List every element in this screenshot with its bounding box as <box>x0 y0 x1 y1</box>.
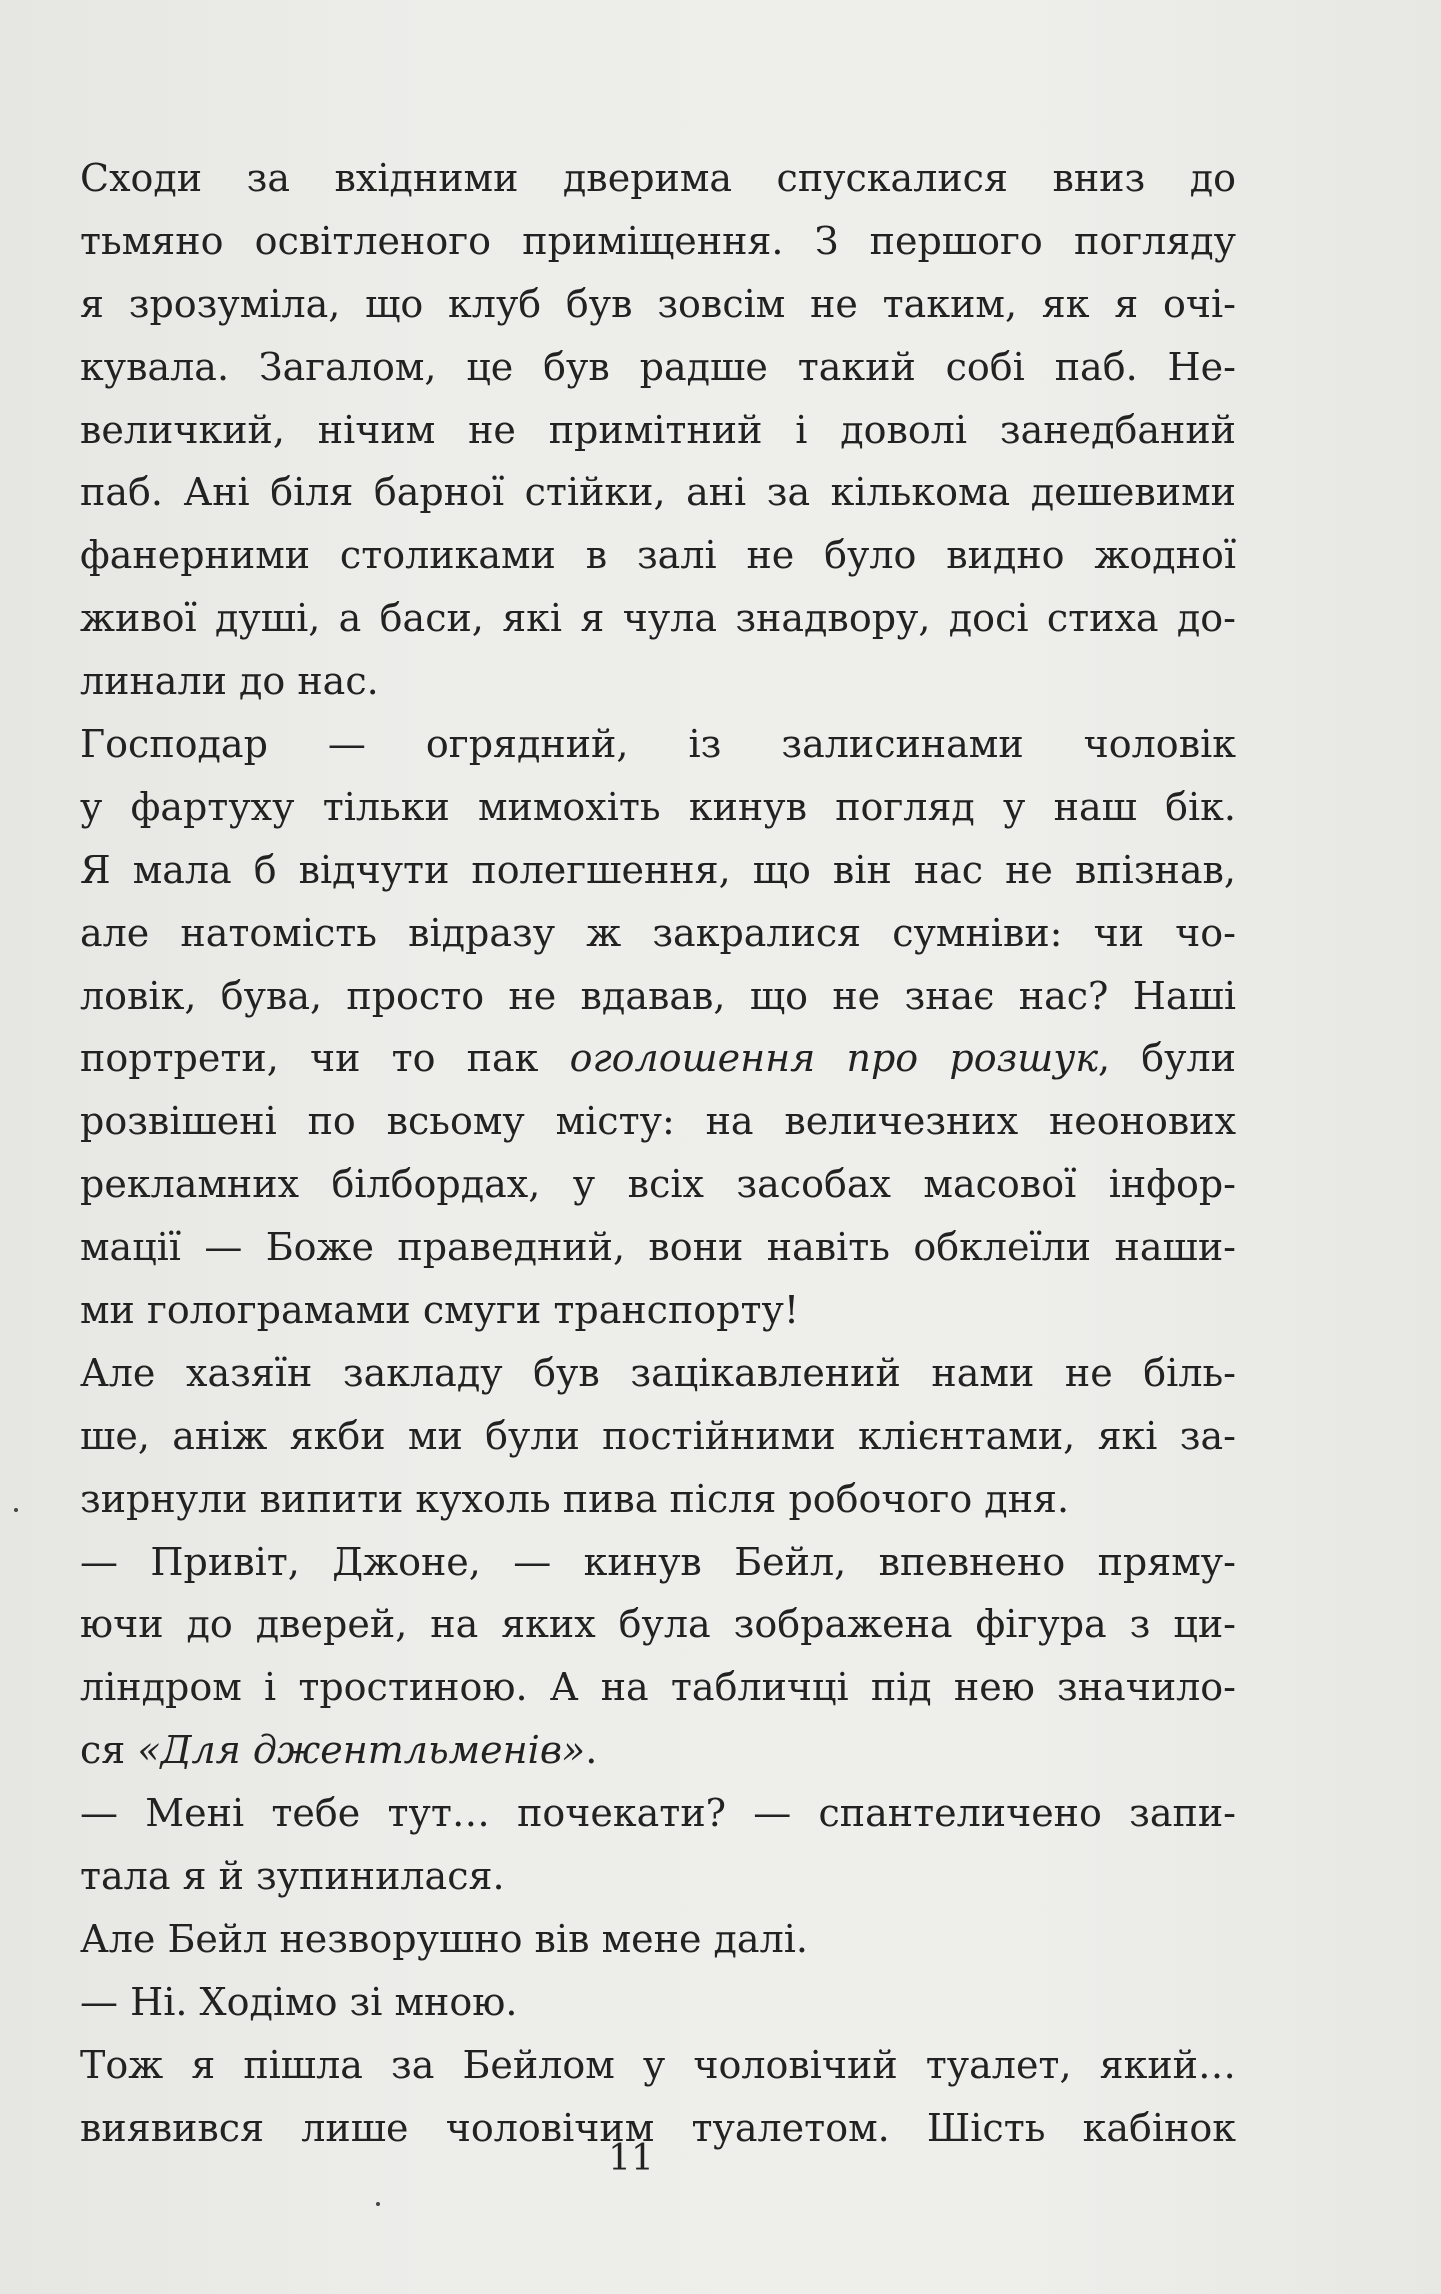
text-segment: але натомість відразу ж закралися сумніви: чи чо- <box>80 910 1236 955</box>
text-segment: — Мені тебе тут… почекати? — спантеличено запи- <box>80 1791 1236 1836</box>
text-segment: зирнули випити кухоль пива після робочого дня. <box>80 1476 1070 1521</box>
paper-speck <box>14 1508 18 1512</box>
text-segment: у фартуху тільки мимохіть кинув погляд у наш бік. <box>80 784 1236 829</box>
text-line <box>80 1908 1236 1971</box>
text-line <box>80 1216 1236 1279</box>
text-line <box>80 1845 1236 1908</box>
text-segment: величкий, нічим не примітний і доволі занедбаний <box>80 407 1236 452</box>
text-segment: тьмяно освітленого приміщення. З першого погляду <box>80 218 1236 263</box>
text-line <box>80 902 1236 965</box>
text-line <box>80 336 1236 399</box>
text-segment: Але хазяїн закладу був зацікавлений нами не біль- <box>80 1350 1236 1395</box>
text-segment: я зрозуміла, що клуб був зовсім не таким, як я очі- <box>80 281 1236 326</box>
text-segment: Я мала б відчути полегшення, що він нас не впізнав, <box>80 847 1236 892</box>
text-line <box>80 2034 1236 2097</box>
text-line <box>80 1153 1236 1216</box>
text-segment: виявився лише чоловічим туалетом. Шість кабінок <box>80 2105 1236 2150</box>
text-segment: — Ні. Ходімо зі мною. <box>80 1979 518 2024</box>
text-segment: ловік, бува, просто не вдавав, що не знає нас? Наші <box>80 973 1236 1018</box>
text-line <box>80 1593 1236 1656</box>
text-line <box>80 1405 1236 1468</box>
page-number: 11 <box>608 2138 654 2179</box>
text-segment: линали до нас. <box>80 659 379 704</box>
text-line <box>80 399 1236 462</box>
text-segment: . <box>585 1728 598 1773</box>
text-line <box>80 210 1236 273</box>
text-line <box>80 461 1236 524</box>
text-line <box>80 839 1236 902</box>
text-line <box>80 1782 1236 1845</box>
text-segment: паб. Ані біля барної стійки, ані за кількома дешевими <box>80 470 1236 515</box>
text-line <box>80 650 1236 713</box>
body-text <box>80 147 1236 2160</box>
text-segment: Але Бейл незворушно вів мене далі. <box>80 1916 808 1961</box>
text-line <box>80 1342 1236 1405</box>
text-segment: Тож я пішла за Бейлом у чоловічий туалет, який… <box>80 2042 1236 2087</box>
text-line <box>80 776 1236 839</box>
text-line <box>80 1090 1236 1153</box>
text-line <box>80 1531 1236 1594</box>
text-segment: фанерними столиками в залі не було видно жодної <box>80 533 1236 578</box>
text-line <box>80 965 1236 1028</box>
text-segment: мації — Боже праведний, вони навіть обклеїли наши- <box>80 1225 1236 1270</box>
text-segment: ючи до дверей, на яких була зображена фігура з ци- <box>80 1602 1236 1647</box>
text-segment: портрети, чи то пак <box>80 1036 570 1081</box>
text-segment: Господар — огрядний, із залисинами чоловік <box>80 722 1236 767</box>
text-segment: ліндром і тростиною. А на табличці під нею значило- <box>80 1665 1236 1710</box>
text-line <box>80 524 1236 587</box>
text-segment: , були <box>1098 1036 1236 1081</box>
text-segment: рекламних білбордах, у всіх засобах масової інфор- <box>80 1162 1236 1207</box>
text-line <box>80 1279 1236 1342</box>
italic-text-segment: «Для джентльменів» <box>137 1728 586 1773</box>
paper-speck <box>376 2202 380 2206</box>
text-line <box>80 1656 1236 1719</box>
text-line <box>80 1027 1236 1090</box>
text-line <box>80 587 1236 650</box>
text-segment: ше, аніж якби ми були постійними клієнтами, які за- <box>80 1413 1236 1458</box>
text-segment: живої душі, а баси, які я чула знадвору, досі стиха до- <box>80 596 1236 641</box>
text-segment: ми голограмами смуги транспорту! <box>80 1288 800 1333</box>
text-segment: Сходи за вхідними дверима спускалися вниз до <box>80 156 1236 200</box>
text-line <box>80 713 1236 776</box>
text-line <box>80 147 1236 210</box>
text-line <box>80 1719 1236 1782</box>
text-segment: розвішені по всьому місту: на величезних неонових <box>80 1099 1236 1144</box>
text-line <box>80 1468 1236 1531</box>
text-segment: тала я й зупинилася. <box>80 1854 505 1899</box>
text-line <box>80 1971 1236 2034</box>
text-segment: кувала. Загалом, це був радше такий собі паб. Не- <box>80 344 1236 389</box>
text-line <box>80 273 1236 336</box>
text-segment: — Привіт, Джоне, — кинув Бейл, впевнено пряму- <box>80 1539 1236 1584</box>
italic-text-segment: оголошення про розшук <box>569 1036 1099 1081</box>
text-segment: ся <box>80 1728 138 1773</box>
